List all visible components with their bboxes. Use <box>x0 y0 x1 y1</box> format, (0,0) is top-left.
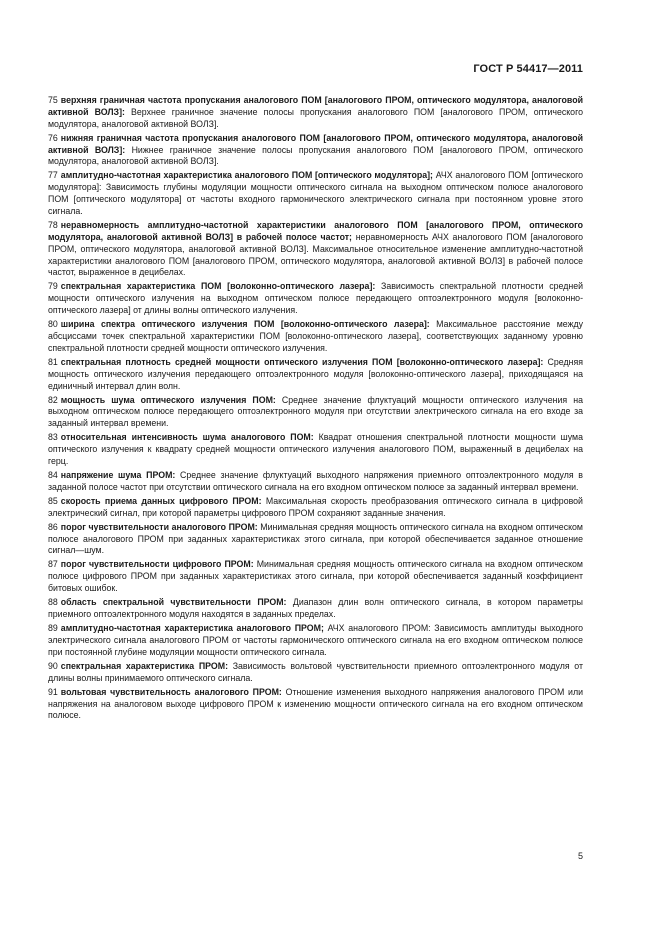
entry-term: спектральная характеристика ПОМ [волоконно-оптического лазера]: <box>60 281 376 292</box>
entry-number: 90 <box>48 660 58 671</box>
entry-number: 89 <box>48 623 58 634</box>
entry-number: 81 <box>48 356 58 367</box>
term-entry-83 <box>48 432 583 468</box>
term-entry-76 <box>48 133 583 169</box>
entry-number: 88 <box>48 597 58 608</box>
entry-number: 84 <box>48 470 58 480</box>
entry-definition: АЧХ аналогового ПРОМ: Зависимость амплитуды выходного электрического сигнала аналогового ПРОМ от частоты гармонического оптического сигнала на его входном оптическом полюсе при постоянной глубине модуляции мощности оптического сигнала. <box>48 623 584 657</box>
entry-term: спектральная характеристика ПРОМ: <box>60 660 229 671</box>
entry-number: 80 <box>48 319 58 330</box>
entry-number: 87 <box>48 559 58 570</box>
entry-term: неравномерность амплитудно-частотной характеристики аналогового ПОМ [аналогового ПРОМ, оптического модулятора, аналоговой активной ВОЛЗ] в рабочей полосе частот; <box>48 220 583 242</box>
term-entry-90 <box>48 661 583 685</box>
entry-term: относительная интенсивность шума аналогового ПОМ: <box>60 432 314 443</box>
term-entry-80 <box>48 319 583 355</box>
term-entry-87 <box>48 559 583 595</box>
term-entry-91 <box>48 687 583 723</box>
entry-number: 77 <box>48 170 58 181</box>
page-number: 5 <box>577 851 583 861</box>
term-entry-84 <box>48 470 583 494</box>
entry-definition: Средняя мощность оптического излучения передающего оптоэлектронного модуля [волоконно-оптического лазера], приходящаяся на единичный интервал длин волн. <box>48 356 583 391</box>
term-entry-85 <box>48 496 583 520</box>
entry-number: 83 <box>48 432 58 443</box>
entry-number: 75 <box>48 95 58 105</box>
entry-definition: Квадрат отношения спектральной плотности мощности шума оптического излучения к квадрату средней мощности оптического излучения аналогового ПОМ, выраженный в децибелах на герц. <box>48 432 583 466</box>
entry-definition: Среднее значение флуктуаций выходного напряжения приемного оптоэлектронного модуля в заданной полосе частот при отсутствии оптического сигнала на его входном оптическом полюсе за заданный интервал времени. <box>48 470 583 492</box>
entry-number: 85 <box>48 495 58 506</box>
term-entry-77 <box>48 170 583 217</box>
entry-definition: Верхнее граничное значение полосы пропускания аналогового ПОМ [аналогового ПРОМ, оптического модулятора, аналоговой активной ВОЛЗ]. <box>48 106 583 129</box>
entry-term: амплитудно-частотная характеристика аналогового ПРОМ; <box>60 623 324 634</box>
term-entries <box>48 95 583 724</box>
entry-term: верхняя граничная частота пропускания аналогового ПОМ [аналогового ПРОМ, оптического модулятора, аналоговой активной ВОЛЗ]: <box>48 95 583 117</box>
entry-term: ширина спектра оптического излучения ПОМ [волоконно-оптического лазера]: <box>60 319 430 330</box>
term-entry-82 <box>48 395 583 431</box>
entry-term: напряжение шума ПРОМ: <box>60 470 176 480</box>
entry-number: 86 <box>48 521 58 532</box>
entry-definition: АЧХ аналогового ПОМ [оптического модулятора]: Зависимость глубины модуляции мощности оптического сигнала на выходном оптическом полюсе аналогового ПОМ [оптического модулятора] от частоты входного гармонического электрического сигнала при постоянном уровне этого сигнала. <box>48 170 583 216</box>
entry-term: вольтовая чувствительность аналогового ПРОМ: <box>60 686 282 697</box>
entry-definition: Нижнее граничное значение полосы пропускания аналогового ПОМ [аналогового ПРОМ, оптического модулятора, аналоговой активной ВОЛЗ]. <box>48 144 584 167</box>
entry-definition: Максимальное расстояние между абсциссами точек спектральной характеристики ПОМ [волоконно-оптического лазера], соответствующих заданному уровню спектральной плотности средней мощности оптического излучения. <box>48 319 583 353</box>
entry-term: порог чувствительности аналогового ПРОМ: <box>60 521 258 532</box>
entry-term: нижняя граничная частота пропускания аналогового ПОМ [аналогового ПРОМ, оптического модулятора, аналоговой активной ВОЛЗ]: <box>48 132 583 155</box>
entry-number: 78 <box>48 220 58 230</box>
term-entry-75 <box>48 95 583 131</box>
entry-definition: Зависимость спектральной плотности средней мощности оптического излучения на выходном оптическом полюсе передающего оптоэлектронного модуля [волоконно-оптического лазера] от длины волны оптического излучения. <box>48 281 584 316</box>
entry-number: 79 <box>48 281 58 292</box>
entry-term: порог чувствительности цифрового ПРОМ: <box>60 559 254 570</box>
entry-definition: Среднее значение флуктуаций мощности оптического излучения на выходном оптическом полюсе передающего оптоэлектронного модуля при отсутствии электрического сигнала на его входе за заданный интервал времени. <box>48 394 583 429</box>
term-entry-88 <box>48 597 583 621</box>
entry-term: мощность шума оптического излучения ПОМ: <box>60 394 276 405</box>
term-entry-81 <box>48 357 583 393</box>
entry-definition: Отношение изменения выходного напряжения аналогового ПРОМ или напряжения на аналоговом выходе цифрового ПРОМ к изменению мощности оптического сигнала на его входном оптическом полюсе. <box>48 686 584 721</box>
entry-definition: Минимальная средняя мощность оптического сигнала на входном оптическом полюсе цифрового ПРОМ при заданных характеристиках этого сигнала, при которой обеспечивается заданный коэффициент битовых ошибок. <box>48 559 583 594</box>
entry-definition: Зависимость вольтовой чувствительности приемного оптоэлектронного модуля от длины волны принимаемого оптического сигнала. <box>48 660 584 683</box>
term-entry-86 <box>48 522 583 558</box>
entry-number: 91 <box>48 686 58 697</box>
entry-number: 82 <box>48 394 58 405</box>
entry-definition: неравномерность АЧХ аналогового ПОМ [аналогового ПРОМ, оптического модулятора, аналоговой активной ВОЛЗ]. Максимальное относительное изменение амплитудно-частотной характеристики аналогового ПОМ [аналогового ПРОМ, оптического модулятора, аналоговой активной ВОЛЗ] в рабочей полосе частот, выраженное в децибелах. <box>48 231 583 278</box>
entry-definition: Максимальная скорость преобразования оптического сигнала в цифровой электрический сигнал, при которой параметры цифрового ПРОМ сохраняют заданные значения. <box>48 495 583 518</box>
standard-id: ГОСТ Р 54417—2011 <box>473 63 583 75</box>
entry-definition: Минимальная средняя мощность оптического сигнала на входном оптическом полюсе аналогового ПРОМ при заданных характеристиках этого сигнала, при которой обеспечивается заданное отношение сигнал—шум. <box>48 521 583 556</box>
term-entry-79 <box>48 281 583 317</box>
entry-term: скорость приема данных цифрового ПРОМ: <box>60 495 262 506</box>
entry-number: 76 <box>48 132 58 143</box>
term-entry-78 <box>48 220 583 279</box>
term-entry-89 <box>48 623 583 659</box>
entry-term: спектральная плотность средней мощности оптического излучения ПОМ [волоконно-оптического лазера]: <box>60 356 544 367</box>
entry-term: область спектральной чувствительности ПРОМ: <box>60 597 287 608</box>
entry-definition: Диапазон длин волн оптического сигнала, в котором параметры приемного оптоэлектронного модуля находятся в заданных пределах. <box>48 597 584 620</box>
entry-term: амплитудно-частотная характеристика аналогового ПОМ [оптического модулятора]; <box>60 170 433 181</box>
